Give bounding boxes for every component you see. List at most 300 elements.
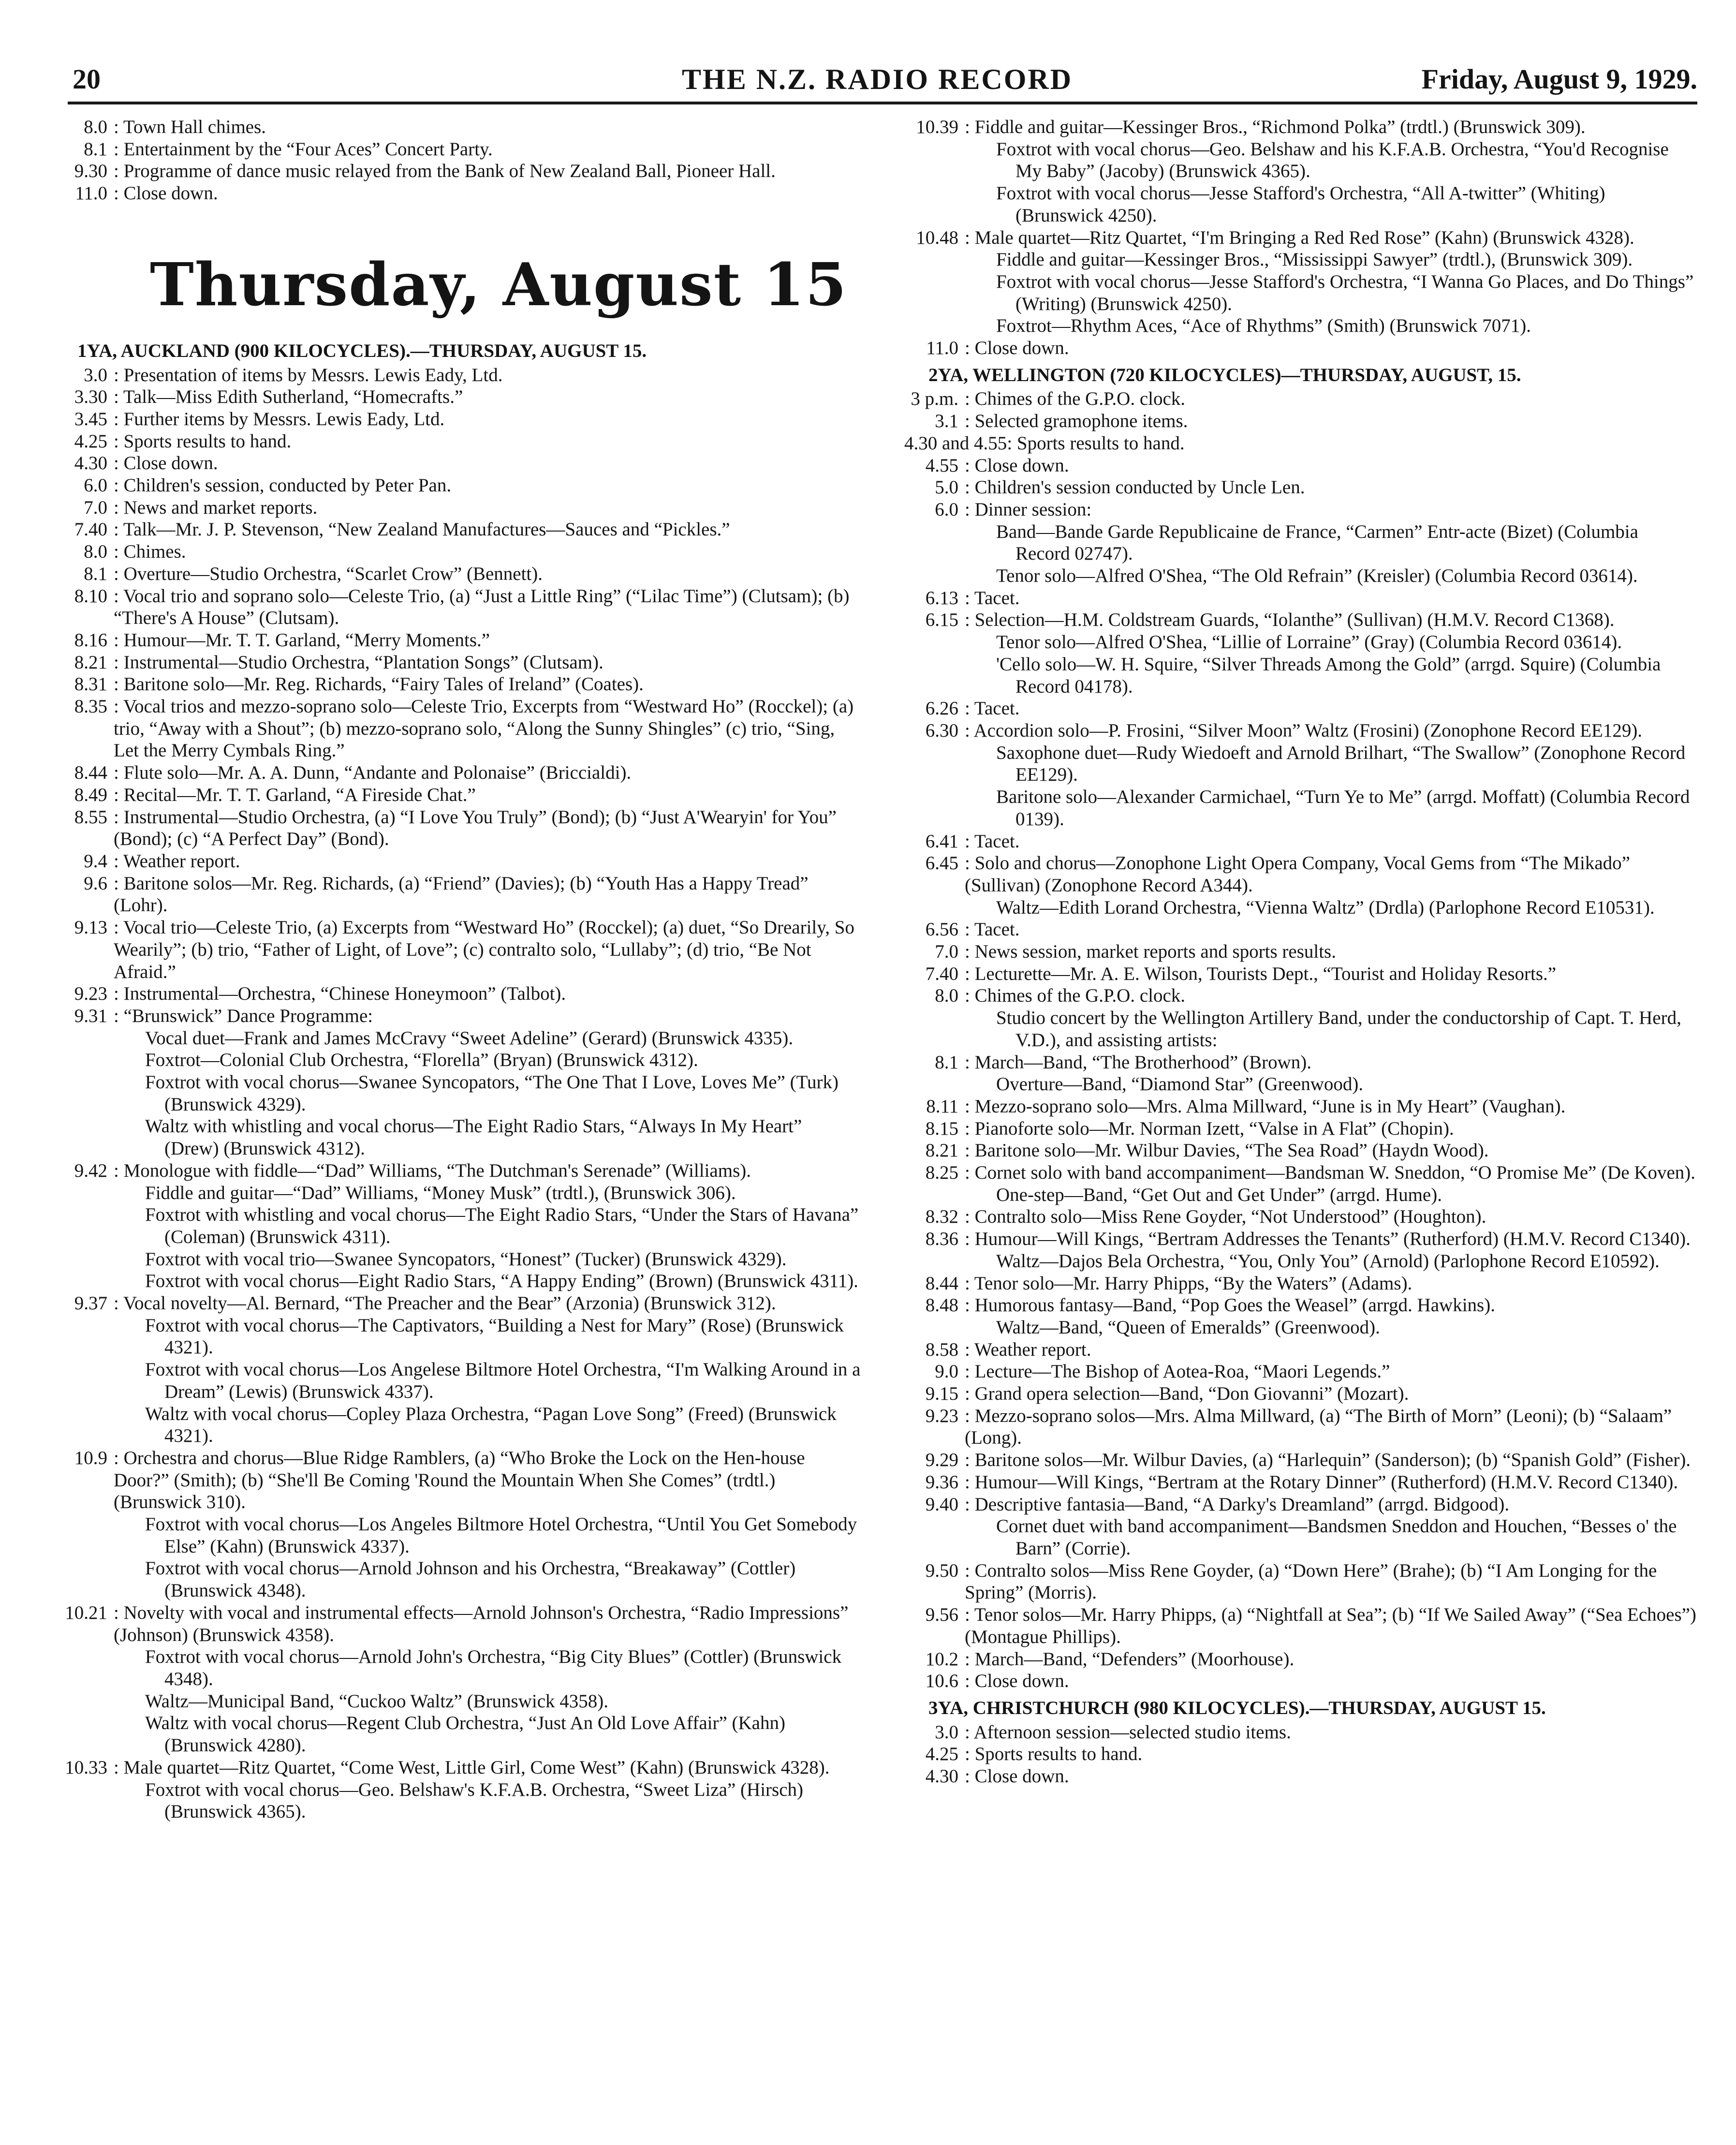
entry-time: 8.44 [74,762,107,784]
time-separator: : [965,609,975,631]
programme-entry [904,521,1697,565]
programme-entry [53,629,861,651]
time-separator: : [965,1272,974,1294]
programme-entry [53,1071,861,1115]
programme-entry [53,1049,861,1071]
entry-text: Band—Bande Garde Republicaine de France, “Carmen” Entr-acte (Bizet) (Columbia Record 02747). [996,521,1643,564]
entry-time: 9.42 [74,1160,107,1181]
entry-time: 3.1 [935,411,958,432]
programme-entry [53,1270,861,1292]
entry-text: Monologue with fiddle—“Dad” Williams, “The Dutchman's Serenade” (Williams). [123,1160,751,1181]
entry-text: Lecturette—Mr. A. E. Wilson, Tourists Dept., “Tourist and Holiday Resorts.” [974,963,1557,984]
entry-time: 9.15 [925,1383,958,1405]
entry-text: Vocal trio—Celeste Trio, (a) Excerpts from “Westward Ho” (Rocckel); (a) duet, “So Drearily, So Wearily”; (b) trio, “Father of Light, of Love”; (c) contralto solo, “Lullaby”; (d) trio, “Be Not Afraid.” [114,917,859,982]
programme-entry [904,1162,1697,1184]
programme-entry [53,430,861,453]
entry-time: 6.30 [925,720,958,741]
entry-text: Talk—Miss Edith Sutherland, “Homecrafts.” [123,386,463,408]
time-separator: : [114,873,124,894]
entry-text: Close down. [123,453,218,474]
time-separator: : [114,696,123,717]
programme-entry [904,116,1697,138]
programme-entry [904,1361,1697,1383]
entry-text: March—Band, “The Brotherhood” (Brown). [974,1051,1311,1073]
programme-entry [904,1051,1697,1074]
entry-text: News session, market reports and sports results. [974,941,1336,962]
entry-time: 8.1 [84,563,107,584]
programme-entry [53,806,861,850]
entry-time: 8.58 [925,1339,958,1360]
programme-entry [904,1604,1701,1648]
programme-entry [53,585,861,629]
time-separator: : [114,629,124,651]
entry-text: Mezzo-soprano solo—Mrs. Alma Millward, “June is in My Heart” (Vaughan). [974,1095,1566,1117]
entry-time: 8.11 [926,1095,958,1117]
entry-text: Vocal novelty—Al. Bernard, “The Preacher and the Bear” (Arzonia) (Brunswick 312). [123,1293,776,1314]
entry-text: Foxtrot with vocal chorus—Geo. Belshaw's K.F.A.B. Orchestra, “Sweet Liza” (Hirsch) (Brunswick 4365). [145,1779,808,1822]
programme-entry [53,917,861,983]
programme-entry [904,1272,1697,1295]
programme-entry [53,386,861,408]
entry-time: 7.0 [935,941,958,962]
time-separator: : [965,1604,974,1626]
programme-entry [53,1712,861,1756]
entry-text: Tenor solo—Mr. Harry Phipps, “By the Waters” (Adams). [974,1272,1412,1294]
entry-text: Foxtrot—Colonial Club Orchestra, “Florella” (Bryan) (Brunswick 4312). [145,1050,698,1071]
programme-entry [904,1206,1697,1228]
programme-entry [904,1494,1697,1516]
time-separator: : [965,1162,975,1183]
entry-text: Sports results to hand. [974,1744,1143,1765]
entry-text: Foxtrot with vocal chorus—Arnold John's Orchestra, “Big City Blues” (Cottler) (Brunswick 4348). [145,1646,846,1689]
entry-time: 6.56 [925,919,958,940]
programme-entry [904,271,1697,315]
issue-date: Friday, August 9, 1929. [1421,63,1697,95]
programme-entry [904,1007,1697,1051]
entry-text: Selected gramophone items. [974,411,1188,432]
entry-time: 9.36 [925,1471,958,1493]
time-separator: : [114,674,124,695]
programme-entry [904,1317,1697,1339]
programme-entry [904,1339,1697,1361]
page-number: 20 [73,63,101,95]
programme-entry [904,742,1697,786]
programme-entry [53,1115,861,1159]
entry-text: Humour—Will Kings, “Bertram Addresses the Tenants” (Rutherford) (H.M.V. Record C1340). [974,1228,1691,1250]
entry-text: Overture—Studio Orchestra, “Scarlet Crow” (Bennett). [123,563,543,584]
entry-text: Baritone solos—Mr. Reg. Richards, (a) “Friend” (Davies); (b) “Youth Has a Happy Tread” (Lohr). [114,873,813,916]
entry-text: Contralto solo—Miss Rene Goyder, “Not Understood” (Houghton). [974,1206,1486,1228]
programme-entry [904,1765,1697,1788]
masthead: THE N.Z. RADIO RECORD [682,63,1073,95]
entry-time: 8.35 [74,696,107,717]
programme-entry [904,1515,1697,1559]
entry-text: Close down. [123,183,218,204]
programme-entry [53,673,861,695]
time-separator: : [965,1405,975,1426]
time-separator: : [965,338,975,359]
programme-entry [53,182,861,205]
time-separator: : [114,1447,124,1468]
entry-time: 9.31 [74,1005,107,1026]
entry-time: 4.25 [74,430,107,452]
entry-text: Mezzo-soprano solos—Mrs. Alma Millward, (a) “The Birth of Morn” (Leoni); (b) “Salaam” (Long). [965,1405,1677,1449]
entry-text: Saxophone duet—Rudy Wiedoeft and Arnold Brilhart, “The Swallow” (Zonophone Record EE129). [996,742,1690,785]
entry-text: Vocal trios and mezzo-soprano solo—Celeste Trio, Excerpts from “Westward Ho” (Rocckel); (a) trio, “Away with a Shout”; (b) mezzo-soprano solo, “Along the Sunny Shingles” (c) trio, “Sing, Let the Merry Cymbals Ring.” [114,696,858,761]
entry-text: Cornet duet with band accompaniment—Bandsmen Sneddon and Houchen, “Besses o' the Barn” (Corrie). [996,1516,1682,1559]
entry-text: Baritone solo—Alexander Carmichael, “Turn Ye to Me” (arrgd. Moffatt) (Columbia Record 0139). [996,786,1695,829]
entry-text: Weather report. [974,1339,1091,1360]
entry-text: Children's session, conducted by Peter Pan. [123,475,452,496]
programme-entry [53,1779,861,1823]
programme-entry [53,160,861,182]
entry-time: 8.36 [925,1228,958,1250]
entry-text: Instrumental—Orchestra, “Chinese Honeymoon” (Talbot). [123,983,566,1005]
entry-text: Vocal duet—Frank and James McCravy “Sweet Adeline” (Gerard) (Brunswick 4335). [145,1027,794,1049]
programme-entry [53,518,861,541]
entry-time: 6.41 [925,830,958,852]
programme-entry [904,985,1697,1007]
time-separator: : [114,1757,124,1778]
time-separator: : [114,762,124,784]
programme-list-1ya [53,364,866,1823]
programme-entry [904,1743,1697,1765]
time-separator: : [114,430,124,452]
programme-entry [53,452,861,474]
programme-entry [904,455,1697,477]
programme-entry [904,1560,1697,1604]
time-separator: : [965,388,975,410]
entry-time: 9.23 [74,983,107,1005]
time-separator: : [114,917,123,938]
programme-entry [53,850,861,873]
entry-time: 9.4 [84,850,107,872]
time-separator: : [114,1293,123,1314]
programme-entry [53,1602,861,1646]
time-separator: : [965,1671,975,1692]
programme-entry [53,1557,861,1601]
time-separator: : [965,720,974,741]
time-separator: : [114,983,124,1005]
entry-text: Waltz—Dajos Bela Orchestra, “You, Only You” (Arnold) (Parlophone Record E10592). [996,1250,1660,1272]
entry-time: 3.45 [74,408,107,429]
programme-entry [53,1248,861,1271]
entry-time: 6.45 [925,853,958,874]
programme-entry [904,1670,1697,1692]
programme-entry [904,609,1697,631]
station-heading-3ya: 3YA, CHRISTCHURCH (980 KILOCYCLES).—THURSDAY, AUGUST 15. [928,1697,1546,1718]
entry-time: 5.0 [935,477,958,498]
entry-text: Waltz with whistling and vocal chorus—The Eight Radio Stars, “Always In My Heart” (Drew) (Brunswick 4312). [145,1116,807,1159]
entry-time: 8.0 [84,117,107,137]
programme-entry [904,1073,1697,1095]
programme-entry [53,1292,861,1315]
entry-time: 4.30 and 4.55 [904,432,1007,454]
entry-time: 9.0 [935,1361,958,1382]
entry-time: 9.40 [925,1494,958,1515]
time-separator: : [965,1721,974,1743]
time-separator: : [965,1648,975,1670]
entry-time: 10.39 [916,117,958,137]
entry-text: Tacet. [974,919,1020,940]
time-separator: : [965,1494,975,1515]
entry-text: Baritone solo—Mr. Reg. Richards, “Fairy Tales of Ireland” (Coates). [123,674,644,695]
programme-entry [904,499,1697,521]
programme-entry [904,1721,1697,1744]
entry-text: Male quartet—Ritz Quartet, “I'm Bringing a Red Red Rose” (Kahn) (Brunswick 4328). [974,227,1634,248]
time-separator: : [965,227,975,248]
entry-text: Children's session conducted by Uncle Len. [974,477,1305,498]
time-separator: : [965,1471,975,1493]
entry-time: 8.32 [925,1206,958,1228]
time-separator: : [114,161,124,182]
programme-entry [904,1294,1697,1317]
programme-entry [904,565,1697,587]
header-rule [68,102,1697,104]
programme-entry [904,1095,1697,1118]
time-separator: : [114,585,123,607]
entry-time: 8.25 [925,1162,958,1183]
page-header [63,63,1697,102]
entry-text: Programme of dance music relayed from the Bank of New Zealand Ball, Pioneer Hall. [123,161,776,182]
programme-entry [53,1513,861,1557]
time-separator: : [114,541,124,562]
time-separator: : [965,1295,975,1316]
programme-entry [904,941,1697,963]
entry-text: Talk—Mr. J. P. Stevenson, “New Zealand Manufactures—Sauces and “Pickles.” [123,519,730,540]
entry-text: Further items by Messrs. Lewis Eady, Ltd. [123,408,445,429]
time-separator: : [965,919,974,940]
time-separator: : [965,1450,975,1471]
entry-text: Orchestra and chorus—Blue Ridge Ramblers, (a) “Who Broke the Lock on the Hen-house Door?” (Smith); (b) “She'll Be Coming 'Round the Mountain When She Comes” (trdtl.) (Brunswick 310). [114,1447,810,1513]
programme-entry [53,1315,861,1359]
entry-time: 10.48 [916,227,958,248]
entry-time: 4.30 [925,1766,958,1787]
programme-entry [904,918,1697,941]
entry-text: Lecture—The Bishop of Aotea-Roa, “Maori Legends.” [974,1361,1390,1382]
entry-text: Fiddle and guitar—Kessinger Bros., “Mississippi Sawyer” (trdtl.), (Brunswick 309). [996,249,1633,270]
time-separator: : [114,138,124,160]
entry-text: Novelty with vocal and instrumental effects—Arnold Johnson's Orchestra, “Radio Impressions” (Johnson) (Brunswick 4358). [114,1602,853,1645]
time-separator: : [965,1339,974,1360]
programme-entry [53,138,861,161]
programme-entry [53,1204,861,1248]
entry-time: 10.21 [65,1602,107,1623]
entry-text: Sports results to hand. [123,430,292,452]
entry-time: 9.37 [74,1293,107,1314]
entry-text: “Brunswick” Dance Programme: [123,1005,373,1026]
programme-entry [904,1405,1697,1449]
time-separator: : [114,850,123,872]
entry-time: 9.29 [925,1450,958,1471]
entry-time: 8.16 [74,629,107,651]
entry-text: Recital—Mr. T. T. Garland, “A Fireside Chat.” [123,784,476,805]
time-separator: : [114,651,124,673]
programme-entry [53,408,861,430]
programme-entry [904,476,1697,499]
programme-entry [53,1690,861,1713]
time-separator: : [965,455,975,476]
time-separator: : [114,117,123,137]
entry-text: Chimes of the G.P.O. clock. [974,388,1186,410]
entry-time: 4.55 [925,455,958,476]
entry-time: 3.0 [84,364,107,385]
time-separator: : [114,453,124,474]
entry-text: Selection—H.M. Coldstream Guards, “Iolanthe” (Sullivan) (H.M.V. Record C1368). [974,609,1615,631]
time-separator: : [965,853,975,874]
entry-time: 8.15 [925,1118,958,1139]
programme-entry [904,1383,1697,1405]
time-separator: : [965,117,975,137]
entry-time: 9.13 [74,917,107,938]
programme-entry [904,897,1697,919]
entry-text: Dinner session: [974,499,1092,520]
entry-text: One-step—Band, “Get Out and Get Under” (arrgd. Hume). [996,1184,1442,1205]
programme-entry [904,249,1697,271]
entry-text: Foxtrot with vocal trio—Swanee Syncopators, “Honest” (Tucker) (Brunswick 4329). [145,1248,787,1270]
entry-text: Tacet. [974,587,1020,608]
entry-text: Chimes of the G.P.O. clock. [974,985,1186,1006]
entry-text: Contralto solos—Miss Rene Goyder, (a) “Down Here” (Brahe); (b) “I Am Longing for the Spring” (Morris). [965,1560,1662,1603]
entry-time: 11.0 [926,338,958,359]
entry-text: Tenor solos—Mr. Harry Phipps, (a) “Nightfall at Sea”; (b) “If We Sailed Away” (“Sea Echoes”) (Montague Phillips). [965,1604,1701,1647]
programme-entry [53,1646,861,1690]
entry-text: Waltz—Edith Lorand Orchestra, “Vienna Waltz” (Drdla) (Parlophone Record E10531). [996,897,1655,918]
entry-text: Foxtrot with vocal chorus—Los Angeles Biltmore Hotel Orchestra, “Until You Get Somebody Else” (Kahn) (Brunswick 4337). [145,1514,862,1557]
entry-text: Foxtrot with vocal chorus—Jesse Stafford's Orchestra, “All A-twitter” (Whiting) (Brunswick 4250). [996,183,1610,226]
programme-entry [53,784,861,806]
entry-text: 'Cello solo—W. H. Squire, “Silver Threads Among the Gold” (arrgd. Squire) (Columbia Record 04178). [996,653,1666,697]
programme-entry [904,337,1697,359]
entry-time: 6.13 [925,587,958,608]
time-separator: : [965,411,975,432]
programme-entry [53,983,861,1005]
entry-time: 10.33 [65,1757,107,1778]
entry-text: Entertainment by the “Four Aces” Concert Party. [123,138,493,160]
entry-text: Vocal trio and soprano solo—Celeste Trio, (a) “Just a Little Ring” (“Lilac Time”) (Clutsam); (b) “There's A House” (Clutsam). [114,585,854,629]
entry-time: 6.15 [925,609,958,631]
time-separator: : [965,1560,975,1581]
programme-entry [53,1447,861,1513]
entry-time: 8.1 [84,138,107,160]
time-separator: : [965,1361,975,1382]
programme-entry [904,720,1697,742]
time-separator: : [965,1744,975,1765]
entry-text: Overture—Band, “Diamond Star” (Greenwood). [996,1074,1364,1095]
entry-text: Male quartet—Ritz Quartet, “Come West, Little Girl, Come West” (Kahn) (Brunswick 4328). [123,1757,830,1778]
entry-time: 8.21 [925,1140,958,1161]
programme-entry [904,1228,1697,1250]
entry-text: Town Hall chimes. [123,117,266,137]
programme-entry [53,563,861,585]
programme-entry [53,1005,861,1027]
programme-entry [53,1160,861,1182]
entry-text: Foxtrot with whistling and vocal chorus—The Eight Radio Stars, “Under the Stars of Havana” (Coleman) (Brunswick 4311). [145,1204,863,1247]
programme-entry [53,873,861,917]
programme-entry [904,1139,1697,1162]
programme-entry [904,1471,1697,1494]
entry-text: Fiddle and guitar—“Dad” Williams, “Money Musk” (trdtl.), (Brunswick 306). [145,1182,736,1203]
entry-time: 3 p.m. [911,388,958,410]
programme-entry [904,432,1697,455]
programme-entry [904,1648,1697,1671]
entry-time: 8.1 [935,1051,958,1073]
entry-text: Baritone solos—Mr. Wilbur Davies, (a) “Harlequin” (Sanderson); (b) “Spanish Gold” (Fisher). [974,1450,1691,1471]
programme-entry [904,786,1697,830]
entry-time: 8.10 [74,585,107,607]
programme-entry [53,474,861,497]
programme-entry [904,388,1697,410]
entry-text: Afternoon session—selected studio items. [973,1721,1291,1743]
entry-text: Sports results to hand. [1016,432,1185,454]
entry-time: 9.30 [74,161,107,182]
time-separator: : [965,1140,975,1161]
time-separator: : [965,477,975,498]
entry-text: Foxtrot with vocal chorus—Jesse Stafford's Orchestra, “I Wanna Go Places, and Do Things” (Writing) (Brunswick 4250). [996,271,1699,314]
entry-text: Accordion solo—P. Frosini, “Silver Moon” Waltz (Frosini) (Zonophone Record EE129). [973,720,1643,741]
time-separator: : [965,587,974,608]
programme-entry [904,1118,1697,1140]
time-separator: : [114,806,124,828]
entry-time: 4.30 [74,453,107,474]
entry-text: Pianoforte solo—Mr. Norman Izett, “Valse in A Flat” (Chopin). [974,1118,1454,1139]
entry-text: Waltz—Band, “Queen of Emeralds” (Greenwood). [996,1317,1380,1338]
entry-time: 7.40 [74,519,107,540]
entry-time: 9.56 [925,1604,958,1626]
time-separator: : [965,830,974,852]
programme-entry [904,697,1697,720]
entry-text: Tacet. [974,830,1020,852]
programme-entry [904,830,1697,853]
programme-entry [53,364,861,386]
programme-list-1ya-continued [904,116,1697,359]
entry-text: Humour—Mr. T. T. Garland, “Merry Moments.” [123,629,490,651]
station-heading-1ya: 1YA, AUCKLAND (900 KILOCYCLES).—THURSDAY, AUGUST 15. [77,340,647,361]
time-separator: : [114,1160,124,1181]
entry-time: 4.25 [925,1744,958,1765]
entry-time: 9.6 [84,873,107,894]
time-separator: : [114,563,124,584]
time-separator: : [114,1602,124,1623]
entry-time: 7.40 [925,963,958,984]
programme-entry [904,631,1697,653]
programme-entry [53,1359,866,1403]
entry-text: Presentation of items by Messrs. Lewis Eady, Ltd. [123,364,503,385]
programme-list-2ya [904,388,1701,1692]
entry-text: Humour—Will Kings, “Bertram at the Rotary Dinner” (Rutherford) (H.M.V. Record C1340). [974,1471,1678,1493]
programme-entry [53,1182,861,1204]
entry-text: Humorous fantasy—Band, “Pop Goes the Weasel” (arrgd. Hawkins). [974,1295,1495,1316]
entry-text: Foxtrot with vocal chorus—Los Angelese Biltmore Hotel Orchestra, “I'm Walking Around in a Dream” (Lewis) (Brunswick 4337). [145,1359,866,1402]
time-separator: : [965,1383,975,1405]
entry-time: 6.26 [925,698,958,719]
entry-time: 6.0 [935,499,958,520]
time-separator: : [965,1766,975,1787]
entry-text: Instrumental—Studio Orchestra, “Plantation Songs” (Clutsam). [123,651,603,673]
time-separator: : [965,698,974,719]
entry-text: Studio concert by the Wellington Artillery Band, under the conductorship of Capt. T. Herd, V.D.), and assisting artists: [996,1007,1686,1050]
entry-time: 8.0 [84,541,107,562]
entry-text: Baritone solo—Mr. Wilbur Davies, “The Sea Road” (Haydn Wood). [974,1140,1489,1161]
entry-text: March—Band, “Defenders” (Moorhouse). [974,1648,1295,1670]
programme-entry [904,227,1697,249]
entry-text: Waltz with vocal chorus—Copley Plaza Orchestra, “Pagan Love Song” (Freed) (Brunswick 4321). [145,1403,841,1447]
entry-time: 11.0 [75,183,107,204]
entry-text: Tenor solo—Alfred O'Shea, “Lillie of Lorraine” (Gray) (Columbia Record 03614). [996,632,1622,653]
entry-time: 10.9 [74,1447,107,1468]
programme-entry [904,138,1697,182]
time-separator: : [114,1005,124,1026]
